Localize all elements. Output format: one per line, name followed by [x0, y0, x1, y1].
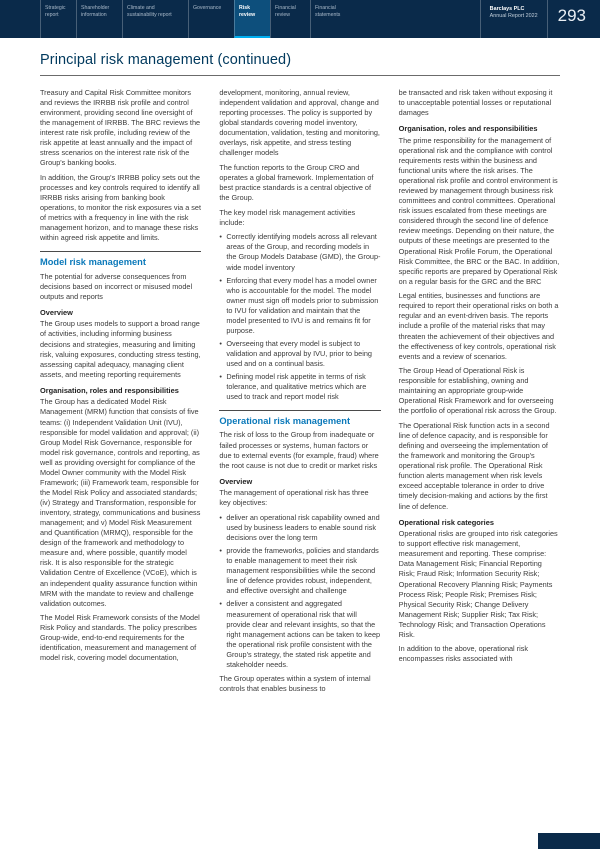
paragraph: The management of operational risk has three key objectives: — [219, 488, 369, 508]
paragraph: In addition, the Group's IRRBB policy sets out the processes and key controls required to identify all IRRBB risks arising from banking book operations, to monitor the risk exposures via a set of metrics with a frequency in line with the risk management horizon, and to manage these risks within agreed risk appetite and limits. — [40, 173, 202, 243]
paragraph: be transacted and risk taken without exposing it to unacceptable potential losses or reputational damages — [398, 88, 553, 118]
paragraph: development, monitoring, annual review, independent validation and approval, change and reporting processes. The policy is supported by global standards covering model inventory, documentation, validation, testing and monitoring, overlays, risk appetite, and stress testing challenger models — [219, 88, 380, 158]
tab-climate-sustainability-report[interactable]: Climate and sustainability report — [122, 0, 188, 38]
subheading-overview: Overview — [219, 476, 253, 486]
page-content — [0, 52, 600, 699]
column-3 — [399, 88, 560, 699]
brand-subtitle: Annual Report 2022 — [489, 13, 538, 20]
subheading-operational-risk-categories: Operational risk categories — [398, 517, 494, 527]
subheading-organisation: Organisation, roles and responsibilities — [398, 124, 538, 134]
tab-shareholder-information[interactable]: Shareholder information — [76, 0, 122, 38]
footer-corner-block — [538, 833, 600, 849]
paragraph: The Group Head of Operational Risk is responsible for establishing, owning and maintaining an appropriate group-wide Operational Risk Framework and for overseeing the portfolio of operational risk across the Group. — [398, 366, 557, 416]
model-risk-activities-list — [219, 232, 380, 402]
paragraph: The function reports to the Group CRO and operates a global framework. Implementation of best practice standards is a central objective of the Group. — [219, 162, 374, 203]
subheading-organisation: Organisation, roles and responsibilities — [40, 385, 179, 395]
paragraph: Operational risks are grouped into risk categories to support effective risk management, measurement and reporting. These comprise: Data Management Risk; Financial Reporting Risk; Fraud Risk; Information Security Risk; Operational Recovery Planning Risk; Payments Process Risk; People Risk; Premises Risk; Physical Security Risk; Change Delivery Management Risk; Supplier Risk; Tax Risk; Technology Risk; and Transaction Operations Risk. — [398, 529, 558, 639]
list-item: • deliver an operational risk capability owned and used by business leaders to enable sound risk decisions over the long term — [219, 513, 380, 543]
tab-risk-review[interactable]: Risk review — [234, 0, 270, 38]
risk-definition: The risk of loss to the Group from inadequate or failed processes or systems, human factors or due to external events (for example, fraud) where the root cause is not due to credit or market risks — [219, 430, 379, 470]
column-2 — [219, 88, 380, 699]
tab-governance[interactable]: Governance — [188, 0, 234, 38]
title-rule — [40, 75, 560, 76]
page-number: 293 — [547, 0, 600, 38]
paragraph: In addition to the above, operational risk encompasses risks associated with — [398, 644, 529, 664]
section-heading-operational-risk: Operational risk management — [219, 410, 380, 427]
paragraph: Legal entities, businesses and functions are required to report their operational risks on both a regular and an event-driven basis. The reports include a profile of the material risks that may threaten the achievement of their objectives and the effectiveness of key controls, operational risk events and a review of scenarios. — [398, 291, 559, 361]
list-item: • Correctly identifying models across all relevant areas of the Group, and recording models in the Group Models Database (GMD), the Group-wide model inventory — [219, 232, 380, 272]
tab-financial-review[interactable]: Financial review — [270, 0, 310, 38]
risk-definition: The potential for adverse consequences from decisions based on incorrect or misused model outputs and reports — [40, 271, 193, 301]
paragraph: The Group uses models to support a broad range of activities, including informing business decisions and strategies, measuring and limiting risk, valuing exposures, conducting stress testing, assessing capital adequacy, managing client assets, and meeting reporting requirements — [40, 319, 201, 379]
brand-name: Barclays PLC — [489, 6, 525, 12]
paragraph: The Operational Risk function acts in a second line of defence capacity, and is responsible for defining and overseeing the implementation of the framework and monitoring the Group's operational risk profile. The Operational Risk function alerts management when risk levels exceed acceptable tolerance in order to drive timely decision-making and actions by the first line of defence. — [398, 421, 550, 511]
header-right — [480, 0, 600, 38]
paragraph: The key model risk management activities include: — [219, 207, 356, 227]
paragraph: The Group has a dedicated Model Risk Management (MRM) function that consists of five teams: (i) Independent Validation Unit (IVU), responsible for model validation and approval; (ii) Group Model Risk Governance, responsible for model risk governance, controls and reporting, as well as providing oversight for compliance of the Model Owner community with the Model Risk Framework; (iii) Framework team, responsible for the Model Risk Policy and associated standards; (iv) Strategy and Transformation, responsible for inventory, strategy, communications and business management; and v) Model Risk Measurement and Quantification (MRMQ), responsible for the design of the framework and methodology to measure and, where possible, quantify model risk. It is also responsible for the strategic Validation Centre of Excellence (VCoE), which is an independent quality assurance function within MRM with the mandate to review and challenge validation outcomes. — [40, 397, 201, 608]
paragraph: Treasury and Capital Risk Committee monitors and reviews the IRRBB risk profile and control environment, providing second line oversight of the management of IRRBB. The BRC reviews the interest rate risk profile, including review of the risk appetite at least annually and the impact of stress scenarios on the interest rate risk of the Group's banking books. — [40, 88, 201, 168]
report-brand — [480, 0, 547, 38]
section-heading-model-risk: Model risk management — [40, 251, 201, 268]
paragraph: The Group operates within a system of internal controls that enables business to — [219, 674, 371, 694]
list-item: • Enforcing that every model has a model owner who is accountable for the model. The model owner must sign off models prior to submission to IVU for validation and maintain that the model presented to IVU is and remains fit for purpose. — [219, 276, 380, 336]
operational-risk-objectives-list — [219, 513, 380, 670]
tab-financial-statements[interactable]: Financial statements — [310, 0, 354, 38]
page-title: Principal risk management (continued) — [40, 52, 292, 68]
tab-strategic-report[interactable]: Strategic report — [40, 0, 76, 38]
section-tabs — [40, 0, 354, 38]
list-item: • deliver a consistent and aggregated measurement of operational risk that will provide clear and relevant insights, so that the right management actions can be taken to keep the operational risk profile consistent with the Group's strategy, the stated risk appetite and stakeholder needs. — [219, 599, 380, 669]
column-1 — [40, 88, 201, 699]
paragraph: The Model Risk Framework consists of the Model Risk Policy and standards. The policy prescribes Group-wide, end-to-end requirements for the identification, measurement and management of model risk, covering model documentation, — [40, 613, 200, 663]
paragraph: The prime responsibility for the management of operational risk and the compliance with control requirements rests within the business and functional units where the risk arises. The operational risk profile and control environment is reviewed by management through business risk committees and control committees. Operational risk issues escalated from these meetings are considered through the second line of defence review meetings. Depending on their nature, the outputs of these meetings are presented to the Operational Risk Profile Forum, the Operational Risk Committee, the BRC or the BAC. In addition, specific reports are prepared by Operational Risk on a regular basis for the GRC and the BRC — [398, 135, 560, 286]
content-columns — [40, 88, 560, 699]
list-item: • Overseeing that every model is subject to validation and approval by IVU, prior to being used and on a continual basis. — [219, 339, 380, 369]
list-item: • provide the frameworks, policies and standards to enable management to meet their risk management responsibilities while the second line of defence provides robust, independent, and effective oversight and challenge — [219, 546, 380, 596]
subheading-overview: Overview — [40, 307, 73, 317]
list-item: • Defining model risk appetite in terms of risk tolerance, and qualitative metrics which are used to track and report model risk — [219, 372, 380, 402]
report-header — [0, 0, 600, 38]
